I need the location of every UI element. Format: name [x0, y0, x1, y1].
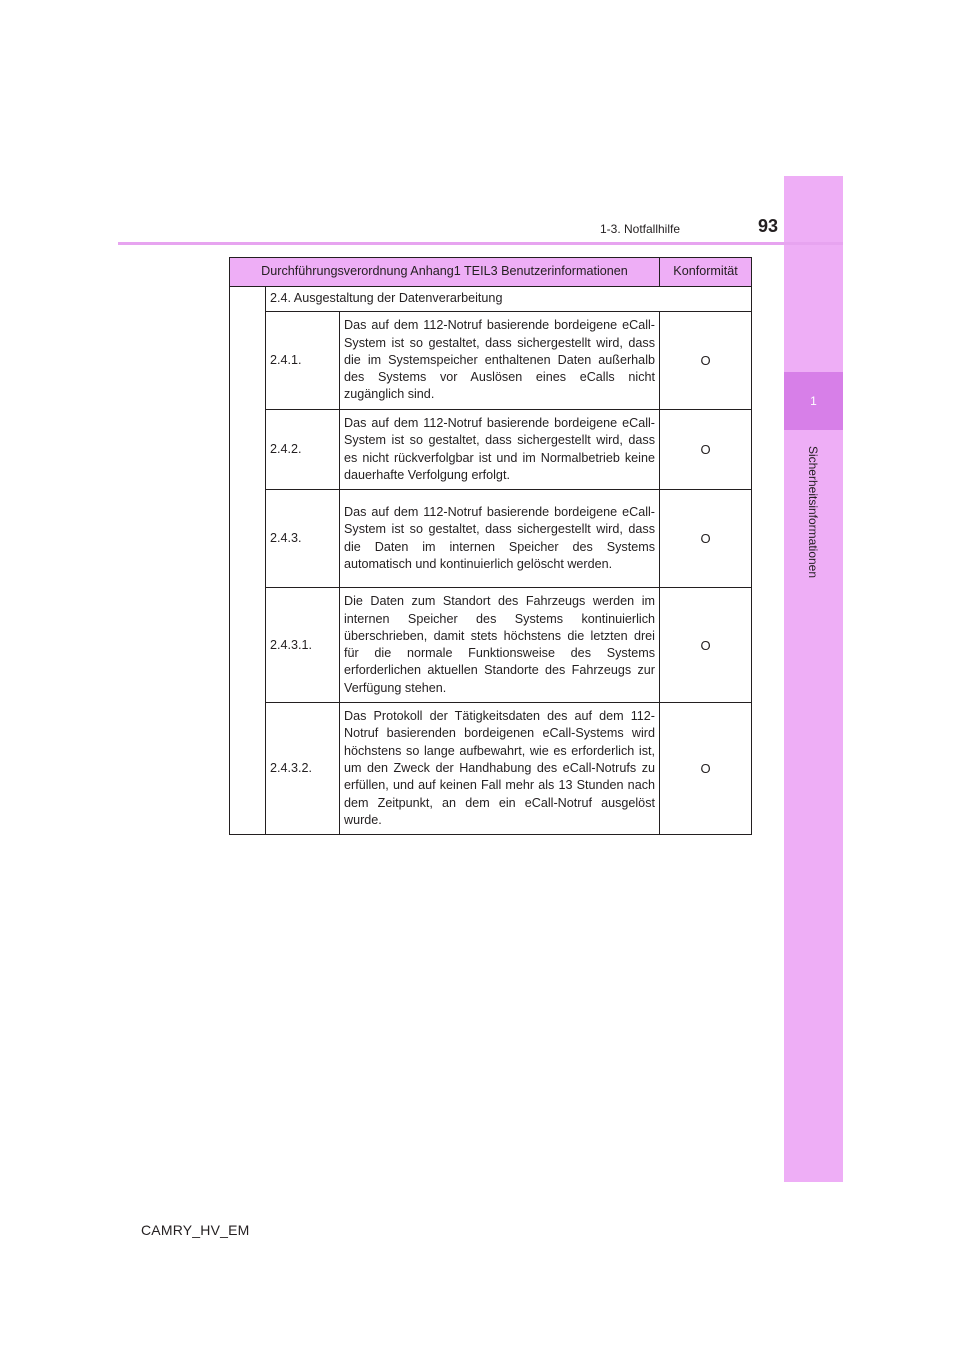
- row-conformity: O: [660, 703, 752, 835]
- row-text: Das Protokoll der Tätigkeitsdaten des auf dem 112-Notruf basierenden bordeigenen eCall-Systems wird höchstens so lange aufbewahrt, wie es erforderlich ist, um den Zweck der Handhabung des eCall-Notrufs zu erfüllen, und auf keinen Fall mehr als 13 Stunden nach dem Zeitpunkt, an dem ein eCall-Notruf ausgelöst wurde.: [340, 703, 660, 835]
- row-text: Das auf dem 112-Notruf basierende bordeigene eCall-System ist so gestaltet, dass sichergestellt wird, dass die im Systemspeicher enthaltenen Daten außerhalb des Systems vor Auslösen eines eCalls nicht zugänglich sind.: [340, 312, 660, 410]
- row-text: Das auf dem 112-Notruf basierende bordeigene eCall-System ist so gestaltet, dass sichergestellt wird, dass die Daten im internen Speicher des Systems automatisch und kontinuierlich gelöscht werden.: [340, 490, 660, 588]
- page-number: 93: [757, 216, 778, 236]
- footer-model-code: CAMRY_HV_EM: [141, 1222, 250, 1238]
- row-number: 2.4.3.2.: [266, 703, 340, 835]
- conformity-table: [229, 257, 752, 835]
- row-conformity: O: [660, 588, 752, 703]
- table-header-row: [230, 258, 752, 287]
- row-number: 2.4.3.1.: [266, 588, 340, 703]
- table-row: [230, 490, 752, 588]
- table-row: [230, 588, 752, 703]
- header-conformity: Konformität: [660, 258, 752, 287]
- table-row: [230, 410, 752, 490]
- indent-cell: [230, 287, 266, 835]
- row-conformity: O: [660, 312, 752, 410]
- row-text: Das auf dem 112-Notruf basierende bordeigene eCall-System ist so gestaltet, dass sichergestellt wird, dass es nicht rückverfolgbar ist und im Normalbetrieb keine dauerhafte Verfolgung erfolgt.: [340, 410, 660, 490]
- header-regulation: Durchführungsverordnung Anhang1 TEIL3 Benutzerinformationen: [230, 258, 660, 287]
- chapter-side-tab: [784, 176, 843, 1182]
- table-subheading-row: [230, 287, 752, 312]
- section-title: 1-3. Notfallhilfe: [599, 222, 681, 236]
- row-text: Die Daten zum Standort des Fahrzeugs werden im internen Speicher des Systems kontinuierlich überschrieben, damit stets höchstens die letzten drei für die normale Funktionsweise des Systems erforderlichen aktuellen Standorte des Fahrzeugs zur Verfügung stehen.: [340, 588, 660, 703]
- subheading: 2.4. Ausgestaltung der Datenverarbeitung: [266, 287, 752, 312]
- header-rule: [118, 242, 843, 245]
- row-conformity: O: [660, 410, 752, 490]
- row-conformity: O: [660, 490, 752, 588]
- table-row: [230, 703, 752, 835]
- chapter-number: 1: [810, 394, 817, 408]
- row-number: 2.4.3.: [266, 490, 340, 588]
- chapter-label: Sicherheitsinformationen: [806, 445, 820, 579]
- row-number: 2.4.2.: [266, 410, 340, 490]
- row-number: 2.4.1.: [266, 312, 340, 410]
- table-row: [230, 312, 752, 410]
